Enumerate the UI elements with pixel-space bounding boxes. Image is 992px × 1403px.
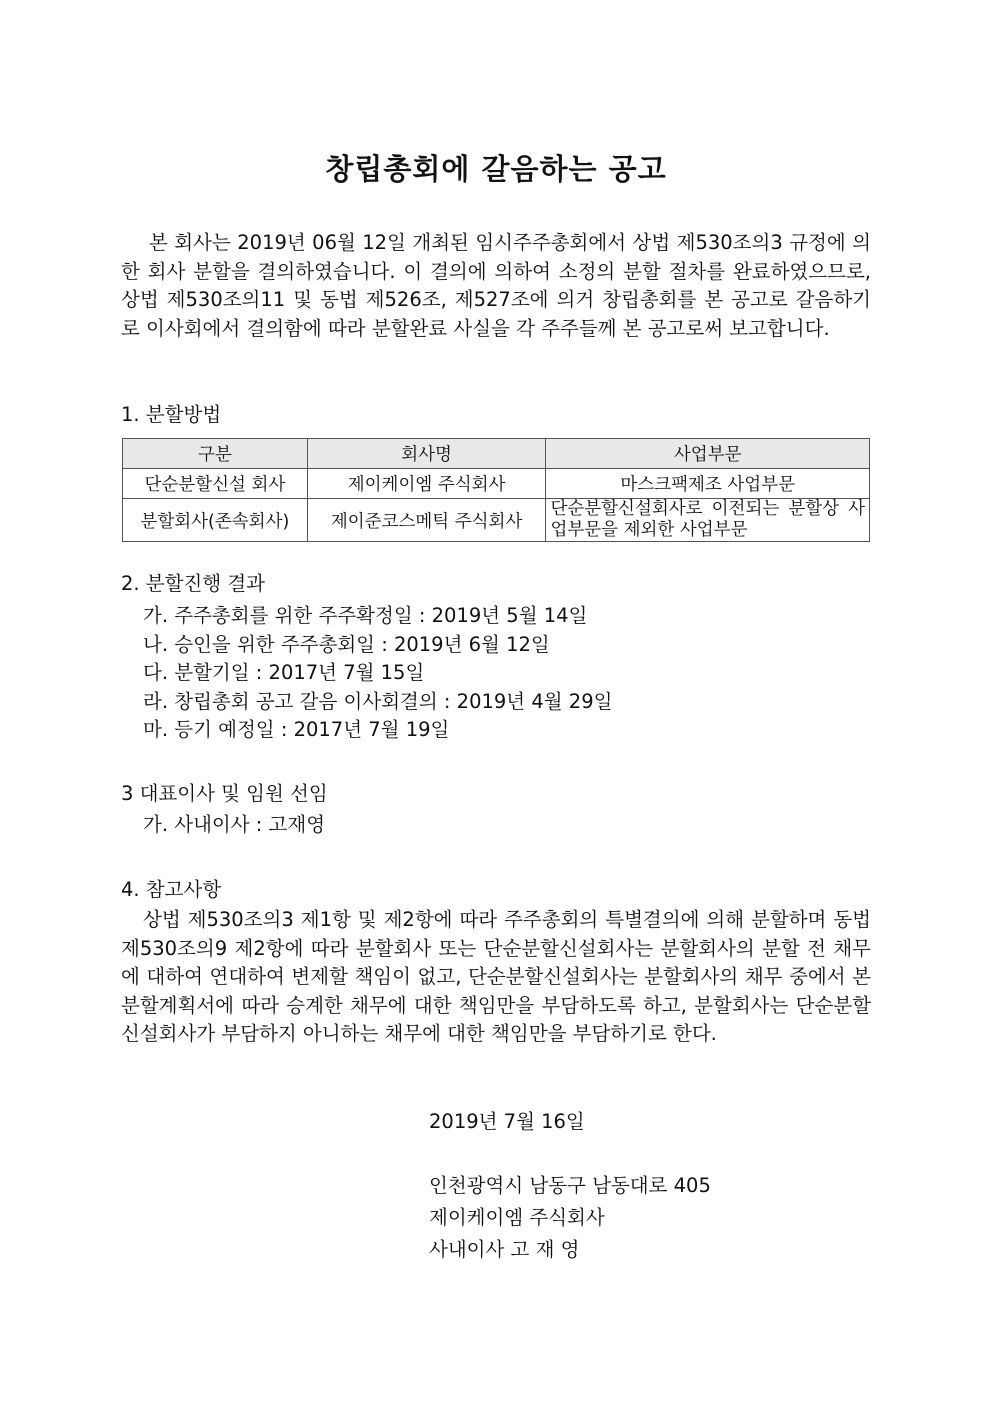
table-cell: 제이준코스메틱 주식회사	[307, 499, 546, 542]
notice-date: 2019년 7월 16일	[429, 1110, 585, 1133]
split-method-table	[122, 438, 870, 542]
table-cell: 분할회사(존속회사)	[123, 499, 308, 542]
table-header-cell: 사업부문	[546, 439, 870, 469]
section3-list	[143, 811, 325, 840]
table-header-row	[123, 439, 870, 469]
table-row	[123, 499, 870, 542]
section4-text: 상법 제530조의3 제1항 및 제2항에 따라 주주총회의 특별결의에 의해 분할하며 동법 제530조의9 제2항에 따라 분할회사 또는 단순분할신설회사는 분할회사의 분할 전 채무에 대하여 연대하여 변제할 책임이 없고, 단순분할신설회사는 분할회사의 채무 중에서 본 분할계획서에 따라 승계한 채무에 대한 책임만을 부담하도록 하고, 분할회사는 단순분할신설회사가 부담하지 아니하는 채무에 대한 책임만을 부담하기로 한다.	[121, 908, 871, 1046]
table-row	[123, 469, 870, 499]
section3-heading: 3 대표이사 및 임원 선임	[121, 782, 328, 805]
table-header-cell: 구분	[123, 439, 308, 469]
table-header-cell: 회사명	[307, 439, 546, 469]
list-item: 나. 승인을 위한 주주총회일 : 2019년 6월 12일	[143, 632, 550, 656]
representative-name: 사내이사 고 재 영	[429, 1238, 580, 1261]
list-item: 가. 사내이사 : 고재영	[143, 813, 326, 836]
list-item: 라. 창립총회 공고 갈음 이사회결의 : 2019년 4월 29일	[143, 689, 613, 713]
section4-paragraph	[121, 906, 871, 1049]
section1-heading: 1. 분할방법	[121, 403, 222, 426]
section2-list	[143, 602, 612, 745]
table-cell: 제이케이엠 주식회사	[307, 469, 546, 499]
intro-paragraph	[121, 229, 871, 343]
list-item: 다. 분할기일 : 2017년 7월 15일	[143, 661, 425, 684]
company-address: 인천광역시 남동구 남동대로 405	[429, 1174, 711, 1197]
company-name: 제이케이엠 주식회사	[429, 1206, 605, 1229]
section2-heading: 2. 분할진행 결과	[121, 572, 266, 595]
list-item: 가. 주주총회를 위한 주주확정일 : 2019년 5월 14일	[143, 604, 588, 627]
list-item: 마. 등기 예정일 : 2017년 7월 19일	[143, 718, 450, 741]
table-cell: 단순분할신설 회사	[123, 469, 308, 499]
document-title: 창립총회에 갈음하는 공고	[325, 152, 667, 186]
intro-text: 본 회사는 2019년 06월 12일 개최된 임시주주총회에서 상법 제530조의3 규정에 의한 회사 분할을 결의하였습니다. 이 결의에 의하여 소정의 분할 절차를 완료하였으므로, 상법 제530조의11 및 동법 제526조, 제527조에 의거 창립총회를 본 공고로 갈음하기로 이사회에서 결의함에 따라 분할완료 사실을 각 주주들께 본 공고로써 보고합니다.	[121, 231, 871, 340]
table-cell: 단순분할신설회사로 이전되는 분할상 사업부문을 제외한 사업부문	[546, 499, 870, 542]
section4-heading: 4. 참고사항	[121, 878, 222, 901]
table-cell: 마스크팩제조 사업부문	[546, 469, 870, 499]
